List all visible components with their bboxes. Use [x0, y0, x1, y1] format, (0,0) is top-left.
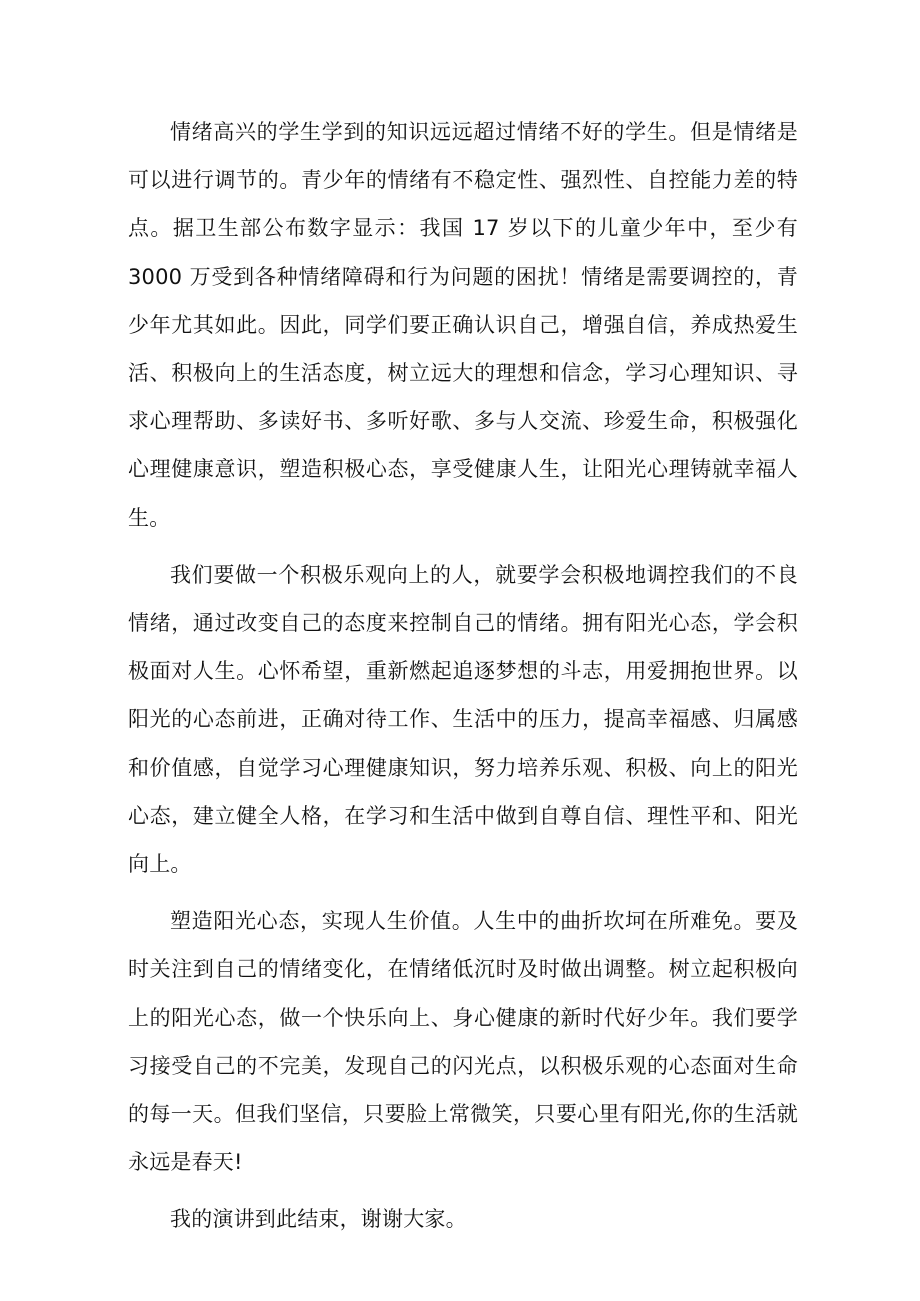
paragraph-closing: 我的演讲到此结束，谢谢大家。	[170, 1207, 467, 1232]
paragraph-positive-attitude: 我们要做一个积极乐观向上的人，就要学会积极地调控我们的不良情绪，通过改变自己的态度来控制自己的情绪。拥有阳光心态，学会积极面对人生。心怀希望，重新燃起追逐梦想的斗志，用爱拥抱世界。以阳光的心态前进，正确对待工作、生活中的压力，提高幸福感、归属感和价值感，自觉学习心理健康知识，努力培养乐观、积极、向上的阳光心态，建立健全人格，在学习和生活中做到自尊自信、理性平和、阳光向上。	[128, 562, 798, 877]
paragraph-emotion-regulation: 情绪高兴的学生学到的知识远远超过情绪不好的学生。但是情绪是可以进行调节的。青少年的情绪有不稳定性、强烈性、自控能力差的特点。据卫生部公布数字显示：我国 17 岁以下的儿童少年中，至少有 3000 万受到各种情绪障碍和行为问题的困扰！情绪是需要调控的，青少年尤其如此。因此，同学们要正确认识自己，增强自信，养成热爱生活、积极向上的生活态度，树立远大的理想和信念，学习心理知识、寻求心理帮助、多读好书、多听好歌、多与人交流、珍爱生命，积极强化心理健康意识，塑造积极心态，享受健康人生，让阳光心理铸就幸福人生。	[128, 120, 798, 530]
speech-body	[128, 108, 798, 1244]
paragraph-life-value: 塑造阳光心态，实现人生价值。人生中的曲折坎坷在所难免。要及时关注到自己的情绪变化，在情绪低沉时及时做出调整。树立起积极向上的阳光心态，做一个快乐向上、身心健康的新时代好少年。我们要学习接受自己的不完美，发现自己的闪光点，以积极乐观的心态面对生命的每一天。但我们坚信，只要脸上常微笑，只要心里有阳光,你的生活就永远是春天!	[128, 909, 798, 1175]
